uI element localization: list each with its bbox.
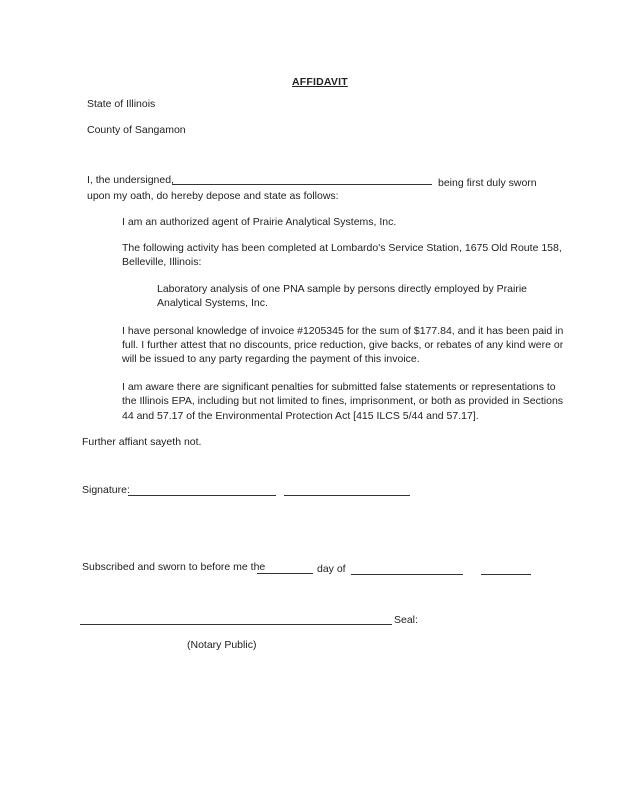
- intro-line-start: I, the undersigned,: [87, 174, 174, 186]
- county-line: County of Sangamon: [87, 124, 186, 136]
- penalty-line-2: the Illinois EPA, including but not limited to fines, imprisonment, or both as provided in Sections: [122, 395, 564, 407]
- further-statement: Further affiant sayeth not.: [82, 436, 202, 448]
- document-title: AFFIDAVIT: [292, 76, 348, 88]
- state-line: State of Illinois: [87, 98, 156, 110]
- signature-blank: [128, 495, 276, 496]
- invoice-line-2: full. I further attest that no discounts, price reduction, give backs, or rebates of any kind were or: [122, 339, 564, 351]
- penalty-line-1: I am aware there are significant penalties for submitted false statements or representations to: [122, 381, 556, 393]
- affiant-name-blank: [172, 184, 432, 185]
- intro-line-end: being first duly sworn: [438, 177, 537, 189]
- notary-signature-blank: [80, 624, 392, 625]
- lab-line-2: Analytical Systems, Inc.: [157, 297, 268, 309]
- activity-line-1: The following activity has been completed at Lombardo's Service Station, 1675 Old Route 158,: [122, 242, 562, 254]
- seal-label: Seal:: [394, 614, 418, 626]
- notary-label: (Notary Public): [187, 639, 257, 651]
- signature-label: Signature:: [82, 484, 130, 496]
- penalty-line-3: 44 and 57.17 of the Environmental Protection Act [415 ILCS 5/44 and 57.17].: [122, 410, 479, 422]
- year-blank: [481, 574, 531, 575]
- subscribed-label: Subscribed and sworn to before me the: [82, 561, 266, 573]
- lab-line-1: Laboratory analysis of one PNA sample by persons directly employed by Prairie: [157, 283, 528, 295]
- agent-statement: I am an authorized agent of Prairie Analytical Systems, Inc.: [122, 216, 397, 228]
- day-blank: [257, 573, 313, 574]
- invoice-line-1: I have personal knowledge of invoice #1205345 for the sum of $177.84, and it has been paid in: [122, 325, 564, 337]
- month-blank: [351, 574, 463, 575]
- invoice-line-3: will be issued to any party regarding the payment of this invoice.: [122, 353, 420, 365]
- intro-line-2: upon my oath, do hereby depose and state as follows:: [87, 190, 339, 202]
- day-of-label: day of: [317, 563, 346, 575]
- activity-line-2: Belleville, Illinois:: [122, 256, 202, 268]
- signature-blank-2: [284, 495, 410, 496]
